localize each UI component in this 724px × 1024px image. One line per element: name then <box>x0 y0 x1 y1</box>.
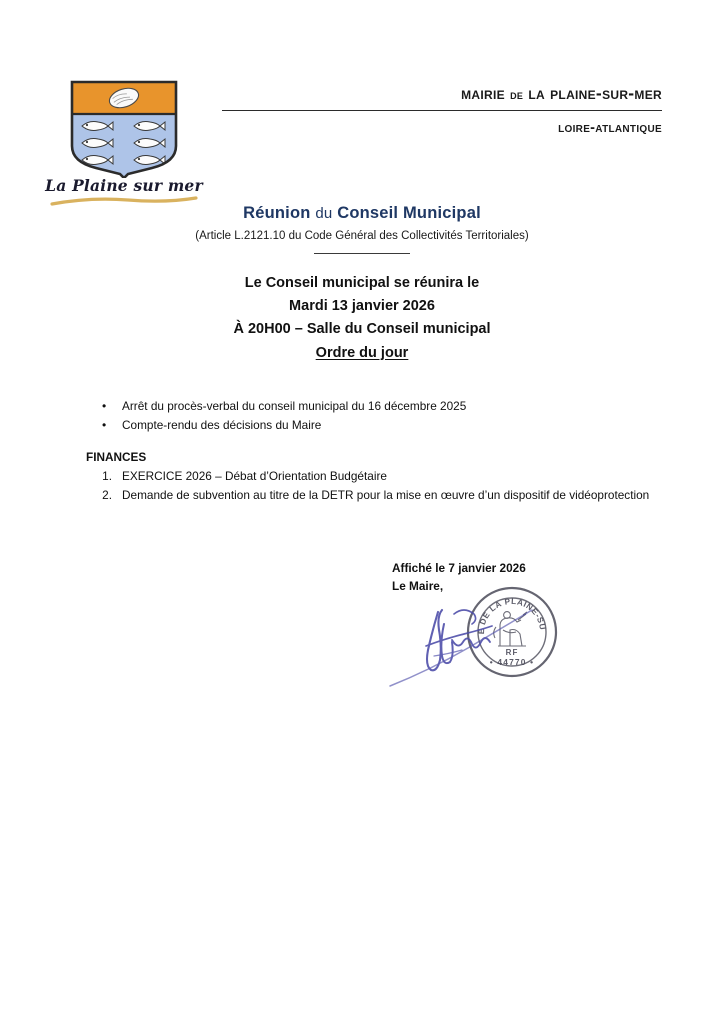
svg-text:• 44770 •: • 44770 • <box>489 657 535 667</box>
page-title <box>62 203 662 224</box>
list-item-label: Demande de subvention au titre de la DETR pour la mise en œuvre d’un dispositif de vidéoprotection <box>122 487 650 502</box>
meeting-line-2: Mardi 13 janvier 2026 <box>289 297 435 314</box>
posting-date: Affiché le 7 janvier 2026 <box>392 561 526 575</box>
title-part1: Réunion <box>243 204 311 222</box>
section-finances <box>86 448 656 505</box>
title-block <box>62 203 662 254</box>
coat-of-arms-icon <box>66 78 182 178</box>
list-item <box>86 397 656 416</box>
meeting-details <box>62 272 662 341</box>
title-connector: du <box>315 205 333 222</box>
bullet-marker-icon: • <box>102 399 107 413</box>
legal-reference: (Article L.2121.10 du Code Général des Collectivités Territoriales) <box>195 229 529 242</box>
svg-text:RF: RF <box>505 648 519 657</box>
list-item-label: Compte-rendu des décisions du Maire <box>122 418 322 433</box>
list-item-number: 2. <box>102 487 112 502</box>
mairie-de: de <box>510 87 524 102</box>
list-item-number: 1. <box>102 468 112 483</box>
mairie-heading <box>222 84 662 103</box>
mairie-prefix: mairie <box>461 83 505 103</box>
document-header <box>0 0 724 200</box>
title-separator <box>314 253 410 254</box>
meeting-line-1: Le Conseil municipal se réunira le <box>244 275 480 291</box>
signatory-role: Le Maire, <box>392 578 444 593</box>
signature-block <box>392 560 672 680</box>
list-item <box>86 416 656 435</box>
title-part2: Conseil Municipal <box>337 204 481 222</box>
list-item <box>86 486 656 505</box>
list-item <box>86 467 656 486</box>
mairie-commune: la plaine-sur-mer <box>528 83 662 103</box>
bullet-marker-icon: • <box>102 418 107 433</box>
svg-text:MAIRIE DE LA PLAINE-SUR-MER: MAIRIE DE LA PLAINE-SUR-MER <box>476 596 548 635</box>
header-divider <box>222 110 662 111</box>
agenda-heading-label: Ordre du jour <box>315 345 409 361</box>
meeting-line-3: À 20H00 – Salle du Conseil municipal <box>233 320 491 337</box>
list-item-label: EXERCICE 2026 – Débat d’Orientation Budgétaire <box>122 468 387 483</box>
departement-label: loire-atlantique <box>558 120 662 136</box>
official-stamp-icon <box>468 588 556 676</box>
agenda-heading <box>62 345 662 361</box>
commune-logo <box>44 78 204 198</box>
logo-wordmark: La Plaine sur mer <box>45 176 203 195</box>
signature-graphic <box>382 584 612 694</box>
signature-and-stamp-icon <box>382 584 612 694</box>
list-item-label: Arrêt du procès-verbal du conseil municipal du 16 décembre 2025 <box>122 399 467 413</box>
agenda-bullet-list <box>86 397 656 436</box>
section-heading: FINANCES <box>86 450 147 464</box>
